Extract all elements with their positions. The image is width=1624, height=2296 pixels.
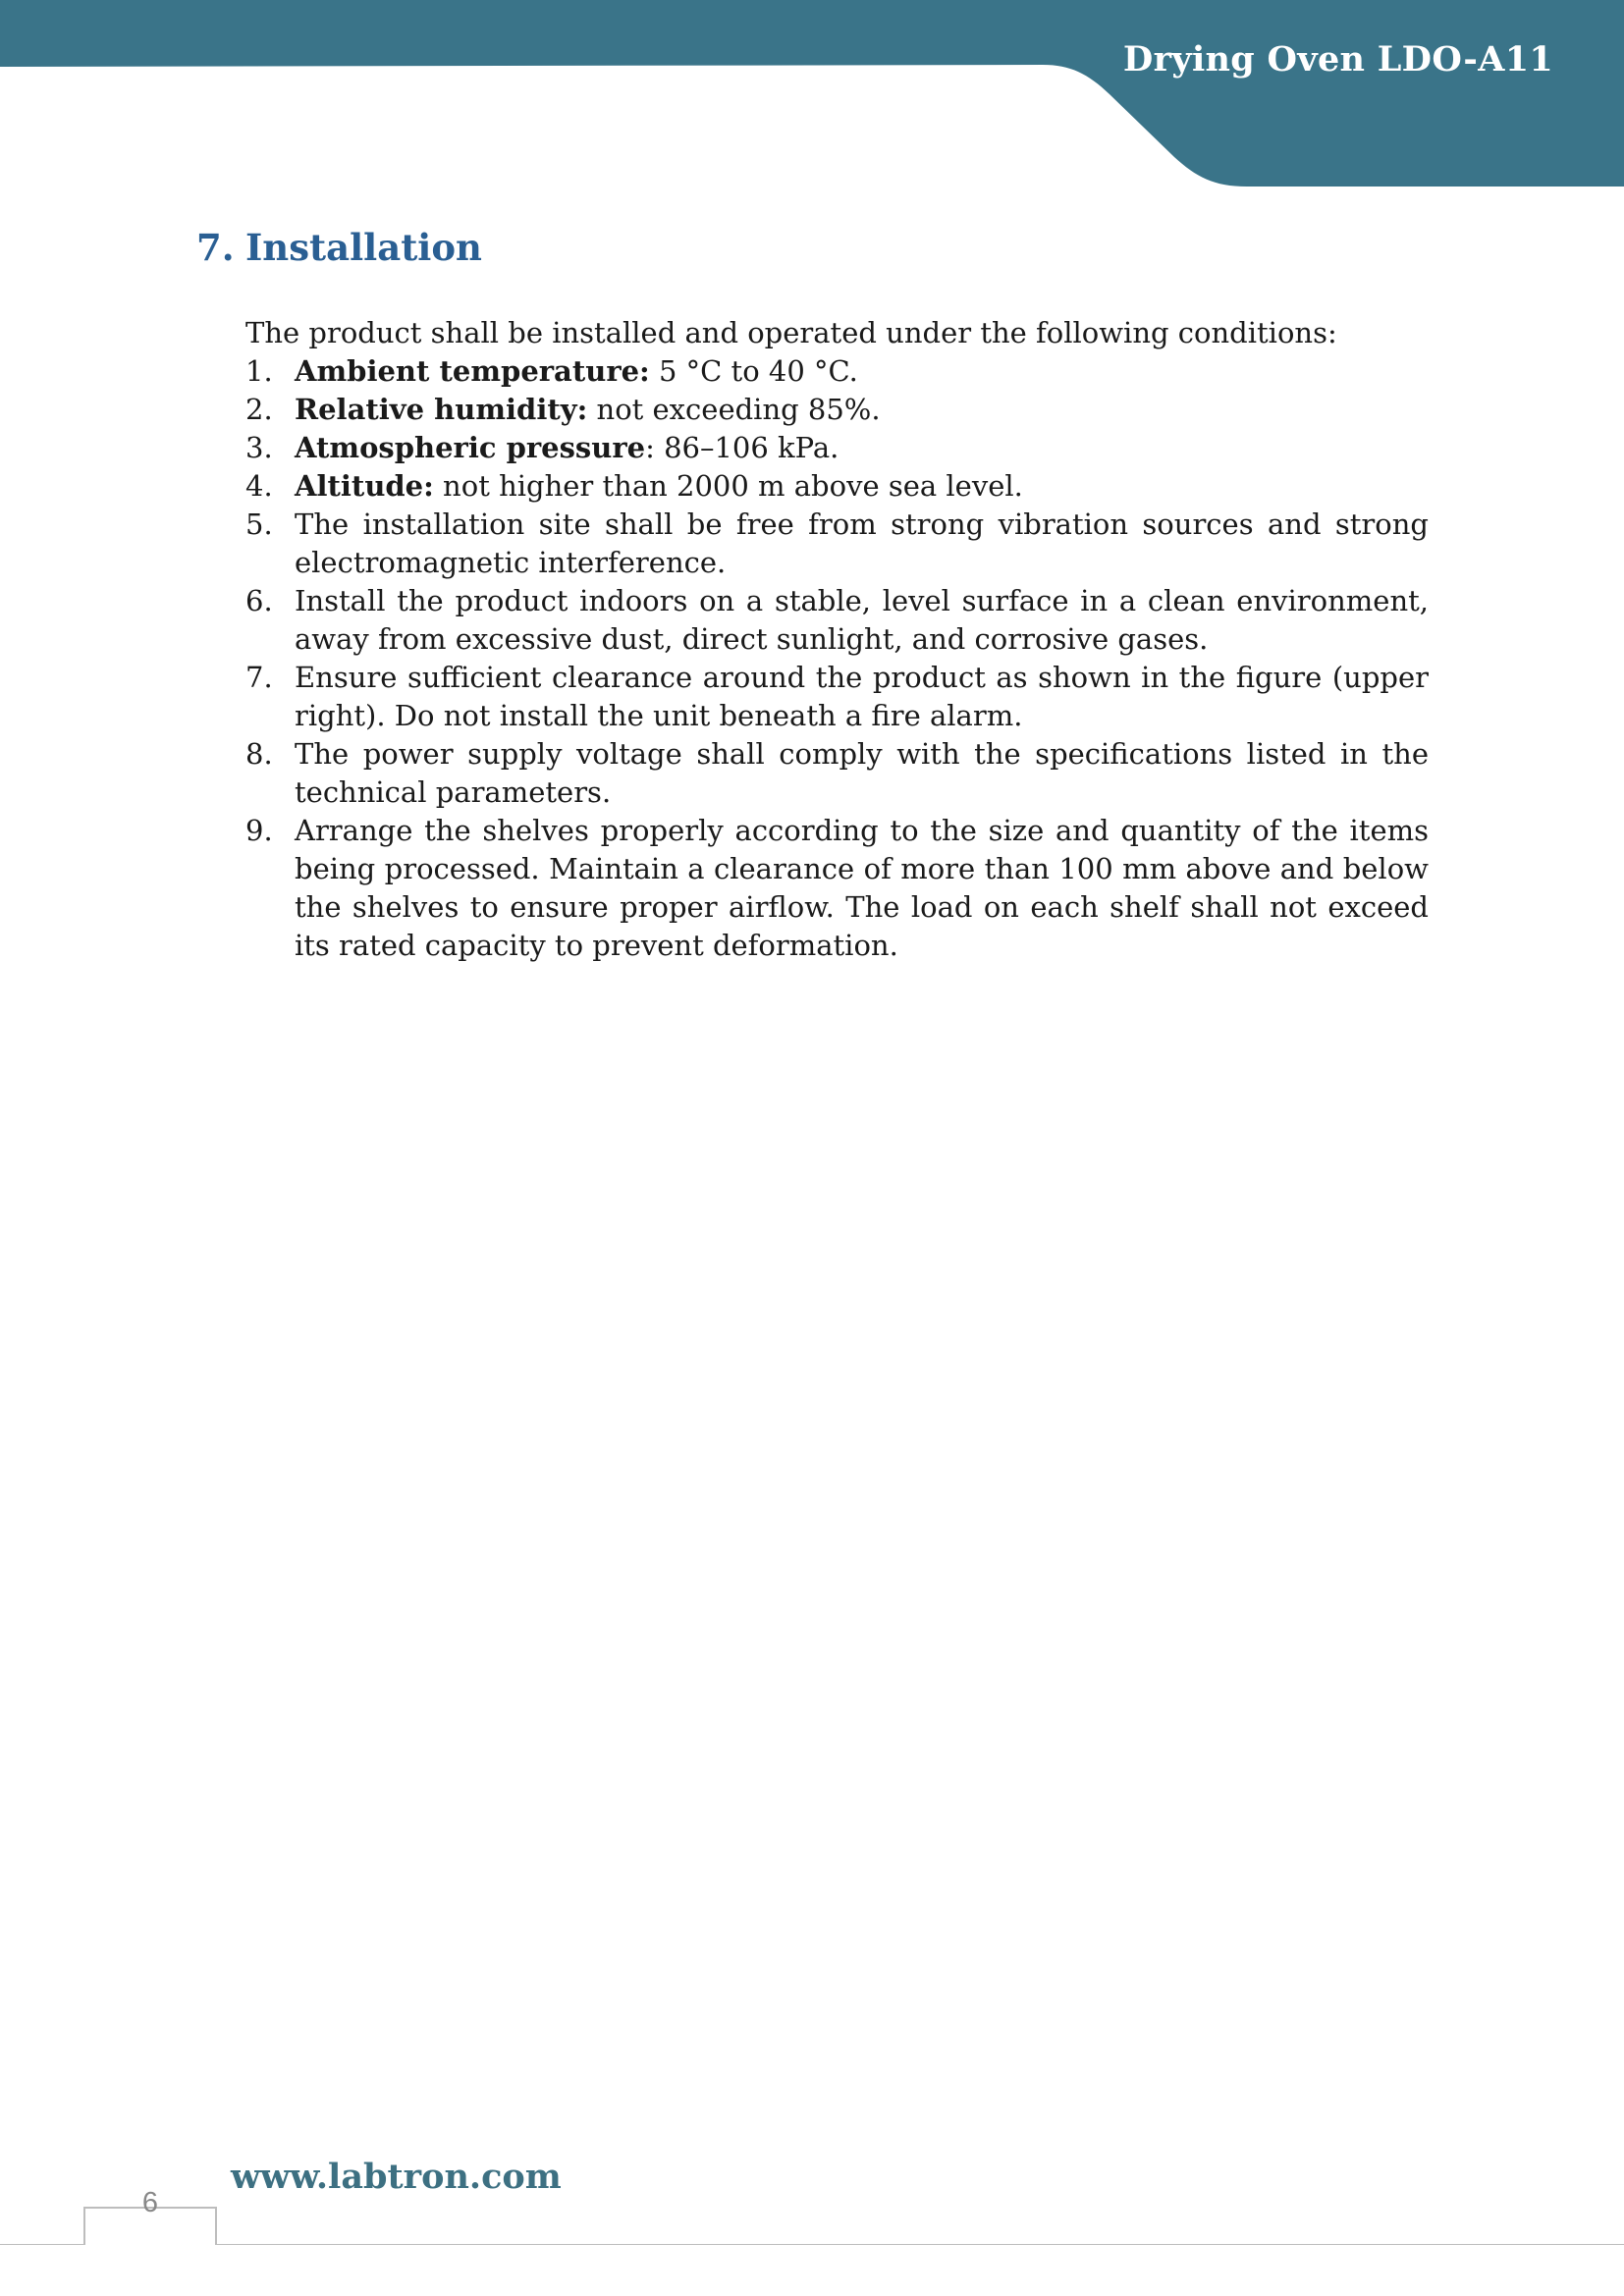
condition-body: 5 °C to 40 °C. [649,354,858,388]
header-band [0,0,1624,196]
condition-number: 1. [245,354,273,388]
condition-item [245,735,1429,812]
condition-label: Ambient temperature: [295,354,650,388]
condition-label: Altitude: [295,469,434,503]
condition-item [245,391,1429,429]
condition-body: Ensure sufficient clearance around the product as shown in the figure (upper right). Do not install the unit beneath a fire alarm. [295,661,1429,732]
condition-item [245,506,1429,582]
condition-number: 9. [245,814,273,847]
page-number: 6 [141,2187,159,2218]
condition-item [245,352,1429,391]
footer-website-link[interactable]: www.labtron.com [231,2157,562,2197]
condition-label: Relative humidity: [295,393,588,426]
header-title: Drying Oven LDO-A11 [1122,39,1553,80]
footer-rule [0,2206,1624,2245]
condition-body: Arrange the shelves properly according to the size and quantity of the items being processed. Maintain a clearance of more than 100 mm above and below the shelves to ensure proper airflow. The load on each shelf shall not exceed its rated capacity to prevent deformation. [295,814,1429,962]
condition-number: 8. [245,737,273,771]
condition-number: 5. [245,507,273,541]
condition-text [295,352,1429,391]
conditions-list [245,352,1429,965]
condition-body: The power supply voltage shall comply with the specifications listed in the technical parameters. [295,737,1429,809]
section-installation [196,226,1429,965]
condition-body: not exceeding 85%. [587,393,881,426]
condition-body: The installation site shall be free from strong vibration sources and strong electromagnetic interference. [295,507,1429,579]
section-number: 7. [196,226,235,269]
condition-item [245,429,1429,467]
condition-number: 4. [245,469,273,503]
condition-number: 7. [245,661,273,694]
footer-page-tab [0,2208,1624,2245]
condition-body: not higher than 2000 m above sea level. [433,469,1023,503]
condition-text [295,659,1429,735]
condition-item [245,812,1429,965]
intro-paragraph: The product shall be installed and operated under the following conditions: [245,316,1337,349]
condition-text [295,467,1429,506]
condition-number: 2. [245,393,273,426]
condition-number: 6. [245,584,273,617]
condition-body: : 86–106 kPa. [645,431,839,464]
condition-text [295,429,1429,467]
header-band-shape [0,0,1624,187]
condition-label: Atmospheric pressure [295,431,646,464]
condition-text [295,735,1429,812]
section-title: Installation [245,226,482,269]
condition-body: Install the product indoors on a stable, level surface in a clean environment, away from excessive dust, direct sunlight, and corrosive gases. [295,584,1429,656]
condition-text [295,812,1429,965]
condition-text [295,391,1429,429]
condition-text [295,582,1429,659]
condition-text [295,506,1429,582]
condition-item [245,467,1429,506]
section-heading [196,226,1429,269]
condition-item [245,659,1429,735]
condition-number: 3. [245,431,273,464]
condition-item [245,582,1429,659]
